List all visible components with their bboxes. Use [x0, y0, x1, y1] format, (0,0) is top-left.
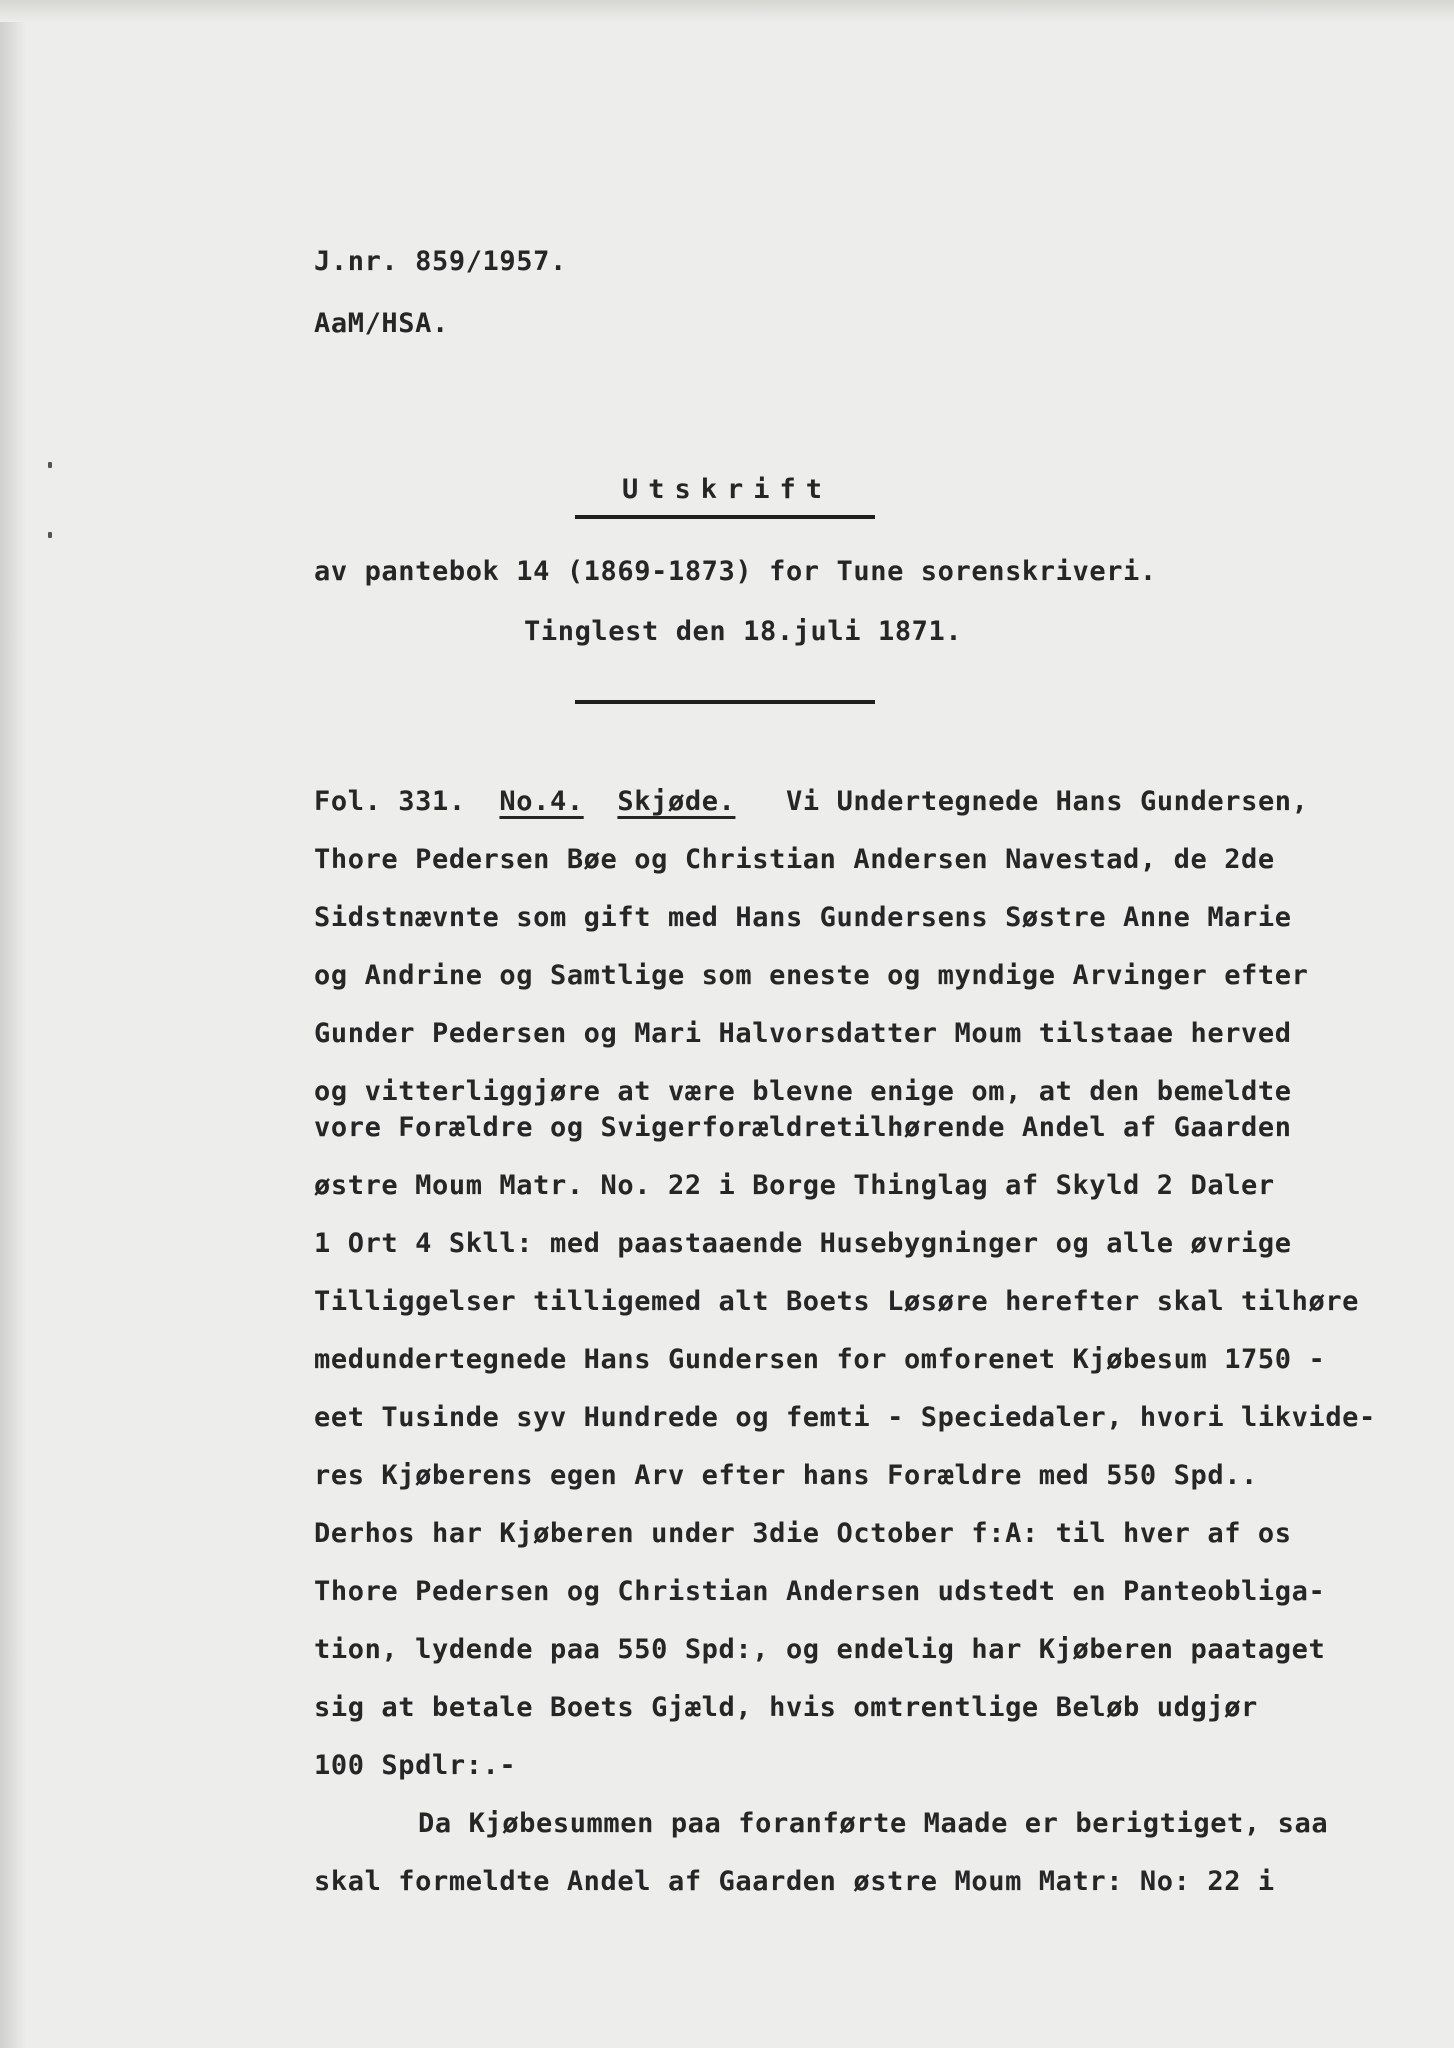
body-line: vore Forældre og Svigerforældretilhørende Andel af Gaarden — [314, 1112, 1292, 1143]
body-line: tion, lydende paa 550 Spd:, og endelig har Kjøberen paataget — [314, 1634, 1326, 1665]
body-line: eet Tusinde syv Hundrede og femti - Speciedaler, hvori likvide- — [314, 1402, 1376, 1433]
source-description: av pantebok 14 (1869-1873) for Tune sorenskriveri. — [314, 556, 1157, 587]
margin-mark — [48, 462, 52, 468]
document-title: Utskrift — [621, 474, 833, 505]
margin-mark — [48, 532, 52, 538]
section-divider — [575, 700, 875, 704]
entry-heading-line — [314, 786, 1309, 818]
body-line: Sidstnævnte som gift med Hans Gundersens Søstre Anne Marie — [314, 902, 1292, 933]
registration-date: Tinglest den 18.juli 1871. — [524, 616, 963, 647]
body-line: østre Moum Matr. No. 22 i Borge Thinglag af Skyld 2 Daler — [314, 1170, 1275, 1201]
body-line: 1 Ort 4 Skll: med paastaaende Husebygninger og alle øvrige — [314, 1228, 1292, 1259]
initials: AaM/HSA. — [314, 308, 449, 339]
body-line: og Andrine og Samtlige som eneste og myndige Arvinger efter — [314, 960, 1309, 991]
folio-reference: Fol. 331. — [314, 786, 466, 817]
scan-edge-left — [0, 0, 26, 2048]
entry-first-line-text: Vi Undertegnede Hans Gundersen, — [786, 786, 1309, 817]
body-line: Tilliggelser tilligemed alt Boets Løsøre herefter skal tilhøre — [314, 1286, 1360, 1317]
title-underline — [575, 515, 875, 519]
body-line: Thore Pedersen Bøe og Christian Andersen Navestad, de 2de — [314, 844, 1275, 875]
body-line: sig at betale Boets Gjæld, hvis omtrentlige Beløb udgjør — [314, 1692, 1258, 1723]
entry-number: No.4. — [499, 786, 584, 817]
paragraph-line: skal formeldte Andel af Gaarden østre Moum Matr: No: 22 i — [314, 1866, 1275, 1897]
scan-edge-top — [0, 0, 1454, 22]
body-line: Gunder Pedersen og Mari Halvorsdatter Moum tilstaae herved — [314, 1018, 1292, 1049]
body-line: medundertegnede Hans Gundersen for omforenet Kjøbesum 1750 - — [314, 1344, 1326, 1375]
body-line: 100 Spdlr:.- — [314, 1750, 517, 1781]
body-line: og vitterliggjøre at være blevne enige om, at den bemeldte — [314, 1076, 1292, 1107]
journal-number: J.nr. 859/1957. — [314, 246, 567, 277]
paragraph-line: Da Kjøbesummen paa foranførte Maade er berigtiget, saa — [418, 1808, 1329, 1839]
body-line: Thore Pedersen og Christian Andersen udstedt en Panteobliga- — [314, 1576, 1326, 1607]
body-line: Derhos har Kjøberen under 3die October f:A: til hver af os — [314, 1518, 1292, 1549]
body-line: res Kjøberens egen Arv efter hans Forældre med 550 Spd.. — [314, 1460, 1258, 1491]
entry-type: Skjøde. — [617, 786, 736, 817]
